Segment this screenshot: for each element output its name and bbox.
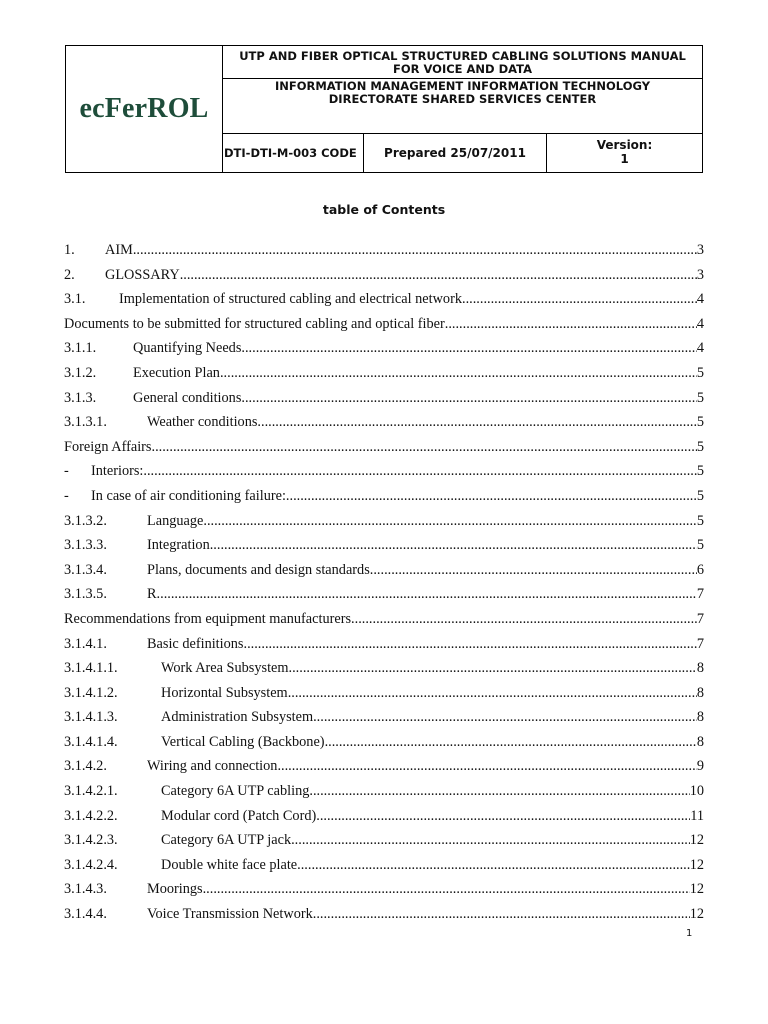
toc-entry-number: 3.1.4.4.	[64, 906, 107, 923]
toc-entry-page: 8	[696, 684, 704, 701]
toc-entry[interactable]	[64, 756, 704, 781]
toc-entry[interactable]	[64, 388, 704, 413]
toc-entry-page: 7	[696, 586, 704, 603]
toc-entry-page: 8	[696, 733, 704, 750]
toc-entry-label: Execution Plan	[133, 364, 220, 381]
toc-entry[interactable]	[64, 707, 704, 732]
toc-entry-number: -	[64, 463, 69, 480]
toc-entry-page: 12	[689, 856, 704, 873]
toc-entry[interactable]	[64, 314, 704, 339]
page-number: 1	[686, 928, 693, 939]
toc-dot-leader	[277, 756, 696, 776]
version-value: 1	[620, 152, 629, 166]
toc-dot-leader	[286, 486, 697, 506]
toc-entry-page: 12	[689, 832, 704, 849]
prepared-date: Prepared 25/07/2011	[364, 134, 547, 172]
toc-dot-leader	[244, 634, 697, 654]
toc-entry-number: -	[64, 487, 69, 504]
toc-entry-number: 2.	[64, 266, 75, 283]
table-of-contents	[64, 240, 704, 929]
company-logo: ecFerROL	[79, 93, 209, 124]
toc-entry-page: 7	[696, 635, 704, 652]
version-label: Version:	[596, 138, 653, 152]
toc-dot-leader	[289, 658, 697, 678]
toc-entry-label: Language	[147, 512, 204, 529]
toc-entry-label: In case of air conditioning failure:	[91, 487, 286, 504]
toc-entry-label: Administration Subsystem	[161, 709, 314, 726]
toc-entry-number: 3.1.3.2.	[64, 512, 107, 529]
toc-entry-number: 3.1.4.2.4.	[64, 856, 118, 873]
toc-entry-label: Integration	[147, 537, 210, 554]
toc-dot-leader	[351, 609, 697, 629]
toc-entry-label: Vertical Cabling (Backbone)	[161, 733, 325, 750]
toc-entry[interactable]	[64, 879, 704, 904]
toc-entry-number: 3.1.1.	[64, 340, 97, 357]
toc-entry-page: 5	[696, 537, 704, 554]
toc-entry-label: Wiring and connection	[147, 758, 278, 775]
toc-entry-page: 5	[696, 487, 704, 504]
toc-entry-page: 5	[696, 414, 704, 431]
toc-entry[interactable]	[64, 265, 704, 290]
toc-entry[interactable]	[64, 781, 704, 806]
toc-dot-leader	[241, 388, 696, 408]
toc-entry-page: 5	[696, 512, 704, 529]
toc-entry-label: Horizontal Subsystem	[161, 684, 288, 701]
toc-entry-page: 10	[689, 783, 704, 800]
toc-entry-number: 3.1.	[64, 291, 86, 308]
toc-entry-label: Double white face plate	[161, 856, 298, 873]
toc-title: table of Contents	[322, 202, 446, 217]
toc-entry-page: 11	[690, 807, 704, 824]
toc-entry-label: AIM	[105, 242, 133, 258]
toc-entry-label: Documents to be submitted for structured cabling and optical fiber	[64, 315, 445, 332]
toc-entry[interactable]	[64, 363, 704, 388]
toc-entry[interactable]	[64, 683, 704, 708]
toc-entry-label: GLOSSARY	[105, 266, 180, 283]
logo-cell	[66, 46, 223, 172]
toc-dot-leader	[203, 879, 690, 899]
toc-entry[interactable]	[64, 486, 704, 511]
toc-dot-leader	[325, 732, 697, 752]
toc-dot-leader	[241, 338, 696, 358]
toc-entry-page: 9	[696, 758, 704, 775]
toc-entry-label: Foreign Affairs	[64, 438, 152, 455]
toc-entry[interactable]	[64, 904, 704, 929]
toc-entry-label: Interiors:	[91, 463, 144, 480]
toc-entry-page: 5	[696, 463, 704, 480]
toc-entry-page: 4	[696, 315, 704, 332]
toc-entry[interactable]	[64, 609, 704, 634]
toc-dot-leader	[203, 511, 696, 531]
department-line2: DIRECTORATE SHARED SERVICES CENTER	[328, 92, 597, 106]
toc-dot-leader	[220, 363, 697, 383]
toc-entry-label: R	[147, 586, 157, 603]
toc-entry-number: 3.1.4.1.2.	[64, 684, 118, 701]
toc-entry[interactable]	[64, 535, 704, 560]
toc-dot-leader	[157, 584, 697, 604]
version-info	[547, 134, 702, 172]
toc-entry-number: 3.1.3.3.	[64, 537, 107, 554]
toc-entry-number: 3.1.4.1.1.	[64, 660, 118, 677]
toc-entry[interactable]	[64, 437, 704, 462]
toc-dot-leader	[370, 560, 697, 580]
toc-entry-number: 1.	[64, 242, 75, 258]
toc-entry-number: 3.1.4.2.2.	[64, 807, 118, 824]
toc-entry-label: Category 6A UTP jack	[161, 832, 292, 849]
toc-entry-number: 3.1.3.4.	[64, 561, 107, 578]
toc-entry-label: Voice Transmission Network	[147, 906, 313, 923]
toc-entry[interactable]	[64, 658, 704, 683]
toc-dot-leader	[297, 855, 690, 875]
toc-dot-leader	[313, 904, 690, 924]
manual-title-line1: UTP AND FIBER OPTICAL STRUCTURED CABLING SOLUTIONS MANUAL	[239, 49, 686, 63]
toc-entry-number: 3.1.4.3.	[64, 881, 107, 898]
toc-entry-number: 3.1.4.2.3.	[64, 832, 118, 849]
toc-entry[interactable]	[64, 560, 704, 585]
toc-dot-leader	[291, 830, 690, 850]
toc-entry[interactable]	[64, 240, 704, 265]
toc-entry[interactable]	[64, 584, 704, 609]
toc-entry-number: 3.1.4.1.3.	[64, 709, 118, 726]
toc-entry-number: 3.1.4.1.	[64, 635, 107, 652]
toc-entry[interactable]	[64, 732, 704, 757]
toc-entry-page: 8	[696, 660, 704, 677]
toc-entry-label: Implementation of structured cabling and electrical network	[119, 291, 462, 308]
department-name	[223, 79, 702, 134]
toc-entry-number: 3.1.4.1.4.	[64, 733, 118, 750]
toc-dot-leader	[462, 289, 697, 309]
toc-entry-label: Work Area Subsystem	[161, 660, 289, 677]
toc-entry-page: 12	[689, 881, 704, 898]
toc-entry-number: 3.1.3.	[64, 389, 97, 406]
toc-entry-number: 3.1.4.2.	[64, 758, 107, 775]
toc-entry-label: Category 6A UTP cabling	[161, 783, 310, 800]
toc-dot-leader	[309, 781, 689, 801]
toc-entry-number: 3.1.2.	[64, 364, 97, 381]
toc-entry-number: 3.1.3.5.	[64, 586, 107, 603]
toc-entry[interactable]	[64, 511, 704, 536]
toc-entry-label: Modular cord (Patch Cord)	[161, 807, 317, 824]
toc-entry-label: Basic definitions	[147, 635, 244, 652]
toc-dot-leader	[316, 806, 690, 826]
toc-entry-number: 3.1.3.1.	[64, 414, 107, 431]
toc-dot-leader	[210, 535, 697, 555]
toc-entry[interactable]	[64, 855, 704, 880]
toc-entry[interactable]	[64, 461, 704, 486]
toc-entry-label: Quantifying Needs	[133, 340, 242, 357]
toc-dot-leader	[313, 707, 697, 727]
toc-dot-leader	[180, 265, 697, 285]
toc-entry[interactable]	[64, 634, 704, 659]
toc-entry[interactable]	[64, 830, 704, 855]
toc-entry[interactable]	[64, 289, 704, 314]
document-header-table	[65, 45, 703, 173]
toc-entry-page: 5	[696, 389, 704, 406]
toc-entry-page: 3	[696, 242, 704, 258]
manual-title-line2: FOR VOICE AND DATA	[392, 62, 533, 76]
toc-entry[interactable]	[64, 806, 704, 831]
toc-entry-label: Weather conditions	[147, 414, 258, 431]
toc-entry-label: Moorings	[147, 881, 203, 898]
toc-dot-leader	[288, 683, 697, 703]
toc-entry-label: Recommendations from equipment manufacturers	[64, 610, 352, 627]
manual-title	[223, 46, 702, 79]
document-code: DTI-DTI-M-003 CODE	[223, 134, 364, 172]
toc-entry[interactable]	[64, 338, 704, 363]
toc-entry-label: General conditions	[133, 389, 242, 406]
toc-dot-leader	[143, 461, 696, 481]
toc-entry-page: 12	[689, 906, 704, 923]
toc-entry-page: 5	[696, 438, 704, 455]
toc-dot-leader	[152, 437, 697, 457]
toc-dot-leader	[445, 314, 697, 334]
toc-entry-page: 7	[696, 610, 704, 627]
toc-entry[interactable]	[64, 412, 704, 437]
toc-entry-page: 3	[696, 266, 704, 283]
toc-entry-page: 5	[696, 364, 704, 381]
toc-dot-leader	[257, 412, 696, 432]
toc-entry-page: 8	[696, 709, 704, 726]
toc-entry-page: 4	[696, 340, 704, 357]
toc-entry-page: 4	[696, 291, 704, 308]
department-line1: INFORMATION MANAGEMENT INFORMATION TECHNOLOGY	[274, 79, 651, 93]
toc-dot-leader	[133, 240, 697, 260]
toc-entry-page: 6	[696, 561, 704, 578]
toc-entry-label: Plans, documents and design standards	[147, 561, 370, 578]
toc-entry-number: 3.1.4.2.1.	[64, 783, 118, 800]
